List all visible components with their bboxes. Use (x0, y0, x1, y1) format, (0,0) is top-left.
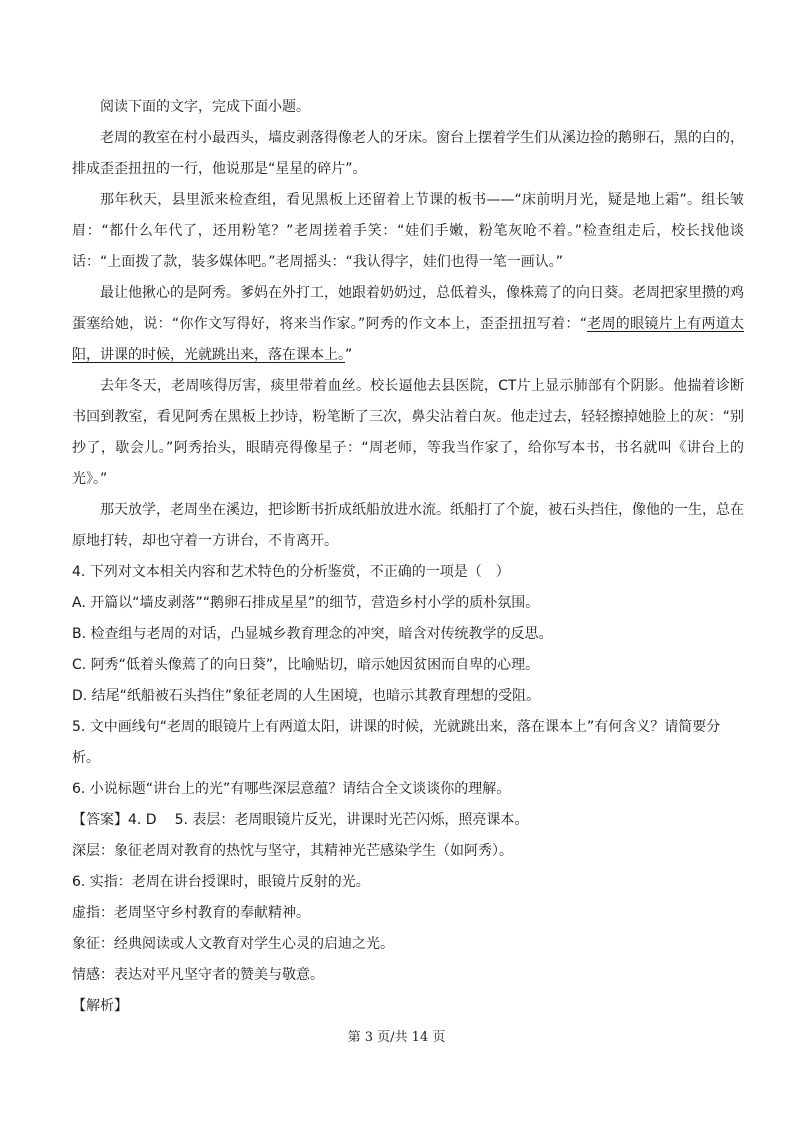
option-b: B. 检查组与老周的对话，凸显城乡教育理念的冲突，暗含对传统教学的反思。 (72, 626, 553, 642)
answer-line-1 (72, 805, 744, 836)
story-paragraph-3 (72, 278, 744, 371)
question-4: 4. 下列对文本相关内容和艺术特色的分析鉴赏，不正确的一项是（ ） (72, 564, 510, 580)
story-paragraph-5: 那天放学，老周坐在溪边，把诊断书折成纸船放进水流。纸船打了个旋，被石头挡住，像他的一生，总在原地打转，却也守着一方讲台，不肯离开。 (72, 502, 744, 549)
answer-q5-surface: 5. 表层：老周眼镜片反光，讲课时光芒闪烁，照亮课本。 (174, 812, 529, 828)
answer-label: 【答案】 (72, 812, 128, 828)
answer-q6-literal: 6. 实指：老周在讲台授课时，眼镜片反射的光。 (72, 874, 370, 890)
option-c: C. 阿秀“低着头像蔫了的向日葵”，比喻贴切，暗示她因贫困而自卑的心理。 (72, 657, 540, 673)
document-body (72, 92, 744, 1022)
story-paragraph-1: 老周的教室在村小最西头，墙皮剥落得像老人的牙床。窗台上摆着学生们从溪边捡的鹅卵石，黑的白的，排成歪歪扭扭的一行，他说那是“星星的碎片”。 (72, 130, 744, 177)
question-5: 5. 文中画线句“老周的眼镜片上有两道太阳，讲课的时候，光就跳出来，落在课本上”有何含义？请简要分析。 (72, 719, 721, 766)
story-paragraph-4: 去年冬天，老周咳得厉害，痰里带着血丝。校长逼他去县医院，CT片上显示肺部有个阴影。他揣着诊断书回到教室，看见阿秀在黑板上抄诗，粉笔断了三次，鼻尖沾着白灰。他走过去，轻轻擦掉她脸上的灰：“别抄了，歇会儿。”阿秀抬头，眼睛亮得像星子：“周老师，等我当作家了，给你写本书，书名就叫《讲台上的光》。” (72, 378, 744, 487)
answer-q6-symbol: 象征：经典阅读或人文教育对学生心灵的启迪之光。 (72, 936, 394, 952)
page-number: 第 3 页/共 14 页 (347, 1030, 446, 1045)
instruction: 阅读下面的文字，完成下面小题。 (100, 99, 310, 115)
question-6: 6. 小说标题“讲台上的光”有哪些深层意蕴？请结合全文谈谈你的理解。 (72, 781, 511, 797)
story-paragraph-3-end: ” (345, 347, 353, 363)
story-paragraph-2: 那年秋天，县里派来检查组，看见黑板上还留着上节课的板书——“床前明月光，疑是地上霜”。组长皱眉：“都什么年代了，还用粉笔？”老周搓着手笑：“娃们手嫩，粉笔灰呛不着。”检查组走后，校长找他谈话：“上面拨了款，装多媒体吧。”老周摇头：“我认得字，娃们也得一笔一画认。” (72, 192, 744, 270)
option-d: D. 结尾“纸船被石头挡住”象征老周的人生困境，也暗示其教育理想的受阻。 (72, 688, 541, 704)
answer-q4: 4. D (128, 812, 157, 828)
answer-q6-figurative: 虚指：老周坚守乡村教育的奉献精神。 (72, 905, 310, 921)
option-a: A. 开篇以“墙皮剥落”“鹅卵石排成星星”的细节，营造乡村小学的质朴氛围。 (72, 595, 540, 611)
underlined-sentence: 老周的眼镜片上有两道太阳，讲课的时候，光就跳出来，落在课本上。 (72, 316, 745, 363)
answer-q5-deep: 深层：象征老周对教育的热忱与坚守，其精神光芒感染学生（如阿秀）。 (72, 843, 513, 859)
analysis-label: 【解析】 (72, 998, 128, 1014)
answer-q6-emotion: 情感：表达对平凡坚守者的赞美与敬意。 (72, 967, 324, 983)
story-paragraph-3-start: 最让他揪心的是阿秀。爹妈在外打工，她跟着奶奶过，总低着头，像株蔫了的向日葵。老周把家里攒的鸡蛋塞给她，说：“你作文写得好，将来当作家。”阿秀的作文本上，歪歪扭扭写着：“ (72, 285, 744, 332)
